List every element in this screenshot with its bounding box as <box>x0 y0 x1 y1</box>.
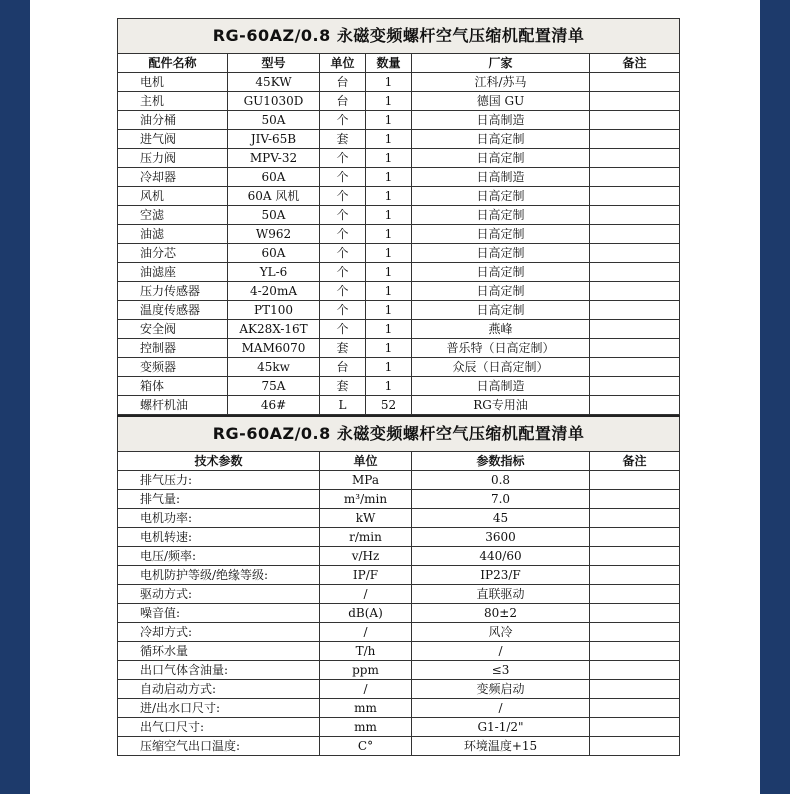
table-row <box>118 604 680 623</box>
table-cell: 出口气体含油量: <box>118 661 320 680</box>
table-cell: 油滤座 <box>118 263 228 282</box>
table-cell: MAM6070 <box>228 339 320 358</box>
table-cell <box>590 680 680 699</box>
table-cell: PT100 <box>228 301 320 320</box>
table-cell <box>590 320 680 339</box>
table-cell: 个 <box>320 282 366 301</box>
table-cell <box>590 623 680 642</box>
table-cell <box>590 244 680 263</box>
tech-title-row <box>118 416 680 452</box>
table-cell: 空滤 <box>118 206 228 225</box>
table-cell: 直联驱动 <box>412 585 590 604</box>
table-cell: / <box>320 623 412 642</box>
table-cell: 进气阀 <box>118 130 228 149</box>
column-header: 单位 <box>320 452 412 471</box>
table-cell: 控制器 <box>118 339 228 358</box>
table-cell: 个 <box>320 206 366 225</box>
table-cell: 1 <box>366 187 412 206</box>
tech-header-row <box>118 452 680 471</box>
table-cell: / <box>320 585 412 604</box>
table-cell <box>590 301 680 320</box>
table-cell <box>590 471 680 490</box>
table-cell: ≤3 <box>412 661 590 680</box>
config-table-title: RG-60AZ/0.8 永磁变频螺杆空气压缩机配置清单 <box>118 19 680 54</box>
table-row <box>118 282 680 301</box>
table-cell: 60A 风机 <box>228 187 320 206</box>
table-row <box>118 130 680 149</box>
table-cell: kW <box>320 509 412 528</box>
table-row <box>118 149 680 168</box>
table-cell: 1 <box>366 244 412 263</box>
table-cell: m³/min <box>320 490 412 509</box>
table-cell: 套 <box>320 377 366 396</box>
table-cell <box>590 168 680 187</box>
table-row <box>118 566 680 585</box>
table-cell: 自动启动方式: <box>118 680 320 699</box>
table-cell <box>590 661 680 680</box>
table-row <box>118 623 680 642</box>
table-cell <box>590 187 680 206</box>
table-cell <box>590 490 680 509</box>
table-cell: 日高定制 <box>412 301 590 320</box>
left-border-bar <box>0 0 30 794</box>
table-cell: JIV-65B <box>228 130 320 149</box>
table-cell: 日高定制 <box>412 206 590 225</box>
table-cell: YL-6 <box>228 263 320 282</box>
table-cell: 1 <box>366 168 412 187</box>
table-cell <box>590 642 680 661</box>
table-cell <box>590 528 680 547</box>
table-cell: 电机功率: <box>118 509 320 528</box>
table-cell: v/Hz <box>320 547 412 566</box>
table-cell: 日高定制 <box>412 263 590 282</box>
table-cell <box>590 604 680 623</box>
table-cell: 变频器 <box>118 358 228 377</box>
column-header: 厂家 <box>412 54 590 73</box>
table-cell: 80±2 <box>412 604 590 623</box>
table-row <box>118 168 680 187</box>
table-cell <box>590 547 680 566</box>
table-cell <box>590 396 680 415</box>
table-cell <box>590 206 680 225</box>
table-cell <box>590 585 680 604</box>
table-cell: 个 <box>320 301 366 320</box>
table-cell: 油分芯 <box>118 244 228 263</box>
column-header: 型号 <box>228 54 320 73</box>
table-cell: 风机 <box>118 187 228 206</box>
table-cell: 个 <box>320 244 366 263</box>
table-row <box>118 661 680 680</box>
table-cell: 1 <box>366 301 412 320</box>
table-cell: 电机转速: <box>118 528 320 547</box>
table-row <box>118 225 680 244</box>
tech-table <box>117 415 680 756</box>
table-cell: 排气量: <box>118 490 320 509</box>
table-cell: 1 <box>366 225 412 244</box>
table-cell: 电机防护等级/绝缘等级: <box>118 566 320 585</box>
table-row <box>118 547 680 566</box>
table-cell: MPa <box>320 471 412 490</box>
table-cell: 众辰（日高定制） <box>412 358 590 377</box>
table-cell: 45kw <box>228 358 320 377</box>
table-cell <box>590 718 680 737</box>
table-cell <box>590 149 680 168</box>
config-table <box>117 18 680 415</box>
right-border-bar <box>760 0 790 794</box>
table-cell: 压力阀 <box>118 149 228 168</box>
table-cell: ppm <box>320 661 412 680</box>
table-cell: 个 <box>320 168 366 187</box>
table-cell: 油滤 <box>118 225 228 244</box>
table-cell: 日高定制 <box>412 149 590 168</box>
table-cell: GU1030D <box>228 92 320 111</box>
table-cell: 压缩空气出口温度: <box>118 737 320 756</box>
table-cell: 日高定制 <box>412 225 590 244</box>
table-cell: IP23/F <box>412 566 590 585</box>
table-cell: 噪音值: <box>118 604 320 623</box>
table-cell <box>590 263 680 282</box>
table-cell <box>590 282 680 301</box>
table-cell: 环境温度+15 <box>412 737 590 756</box>
column-header: 备注 <box>590 452 680 471</box>
table-cell: 日高定制 <box>412 282 590 301</box>
table-row <box>118 377 680 396</box>
column-header: 配件名称 <box>118 54 228 73</box>
table-cell: 52 <box>366 396 412 415</box>
table-cell: 1 <box>366 92 412 111</box>
table-row <box>118 718 680 737</box>
table-cell: 个 <box>320 320 366 339</box>
table-cell: 1 <box>366 73 412 92</box>
table-row <box>118 92 680 111</box>
table-row <box>118 187 680 206</box>
table-row <box>118 396 680 415</box>
config-title-row <box>118 19 680 54</box>
table-cell: 45KW <box>228 73 320 92</box>
table-cell: 排气压力: <box>118 471 320 490</box>
table-cell: 油分桶 <box>118 111 228 130</box>
table-cell: mm <box>320 718 412 737</box>
table-cell: 1 <box>366 282 412 301</box>
table-row <box>118 699 680 718</box>
table-cell <box>590 699 680 718</box>
table-cell: 1 <box>366 111 412 130</box>
table-cell: L <box>320 396 366 415</box>
table-row <box>118 358 680 377</box>
table-cell: 变频启动 <box>412 680 590 699</box>
table-cell: 个 <box>320 111 366 130</box>
table-cell: 50A <box>228 111 320 130</box>
table-cell: 冷却方式: <box>118 623 320 642</box>
table-cell: 日高制造 <box>412 111 590 130</box>
table-cell: 个 <box>320 225 366 244</box>
table-cell: mm <box>320 699 412 718</box>
table-cell: 日高制造 <box>412 377 590 396</box>
table-cell <box>590 358 680 377</box>
table-cell: 温度传感器 <box>118 301 228 320</box>
table-cell: 个 <box>320 263 366 282</box>
table-cell: 个 <box>320 149 366 168</box>
table-row <box>118 737 680 756</box>
table-cell <box>590 111 680 130</box>
table-row <box>118 471 680 490</box>
table-row <box>118 320 680 339</box>
table-cell: 普乐特（日高定制） <box>412 339 590 358</box>
table-cell: 3600 <box>412 528 590 547</box>
table-cell <box>590 92 680 111</box>
table-cell: W962 <box>228 225 320 244</box>
table-cell: 440/60 <box>412 547 590 566</box>
table-cell: 燕峰 <box>412 320 590 339</box>
table-cell: 0.8 <box>412 471 590 490</box>
table-cell: 循环水量 <box>118 642 320 661</box>
table-row <box>118 244 680 263</box>
table-cell: 1 <box>366 358 412 377</box>
table-cell: 电机 <box>118 73 228 92</box>
table-cell: 冷却器 <box>118 168 228 187</box>
table-cell: 60A <box>228 244 320 263</box>
tech-table-body <box>118 471 680 756</box>
table-cell: MPV-32 <box>228 149 320 168</box>
table-cell: 台 <box>320 73 366 92</box>
table-cell: 45 <box>412 509 590 528</box>
table-cell: 台 <box>320 92 366 111</box>
table-row <box>118 73 680 92</box>
table-cell: RG专用油 <box>412 396 590 415</box>
table-cell: 出气口尺寸: <box>118 718 320 737</box>
table-cell: 日高定制 <box>412 244 590 263</box>
table-cell: C° <box>320 737 412 756</box>
table-cell: G1-1/2" <box>412 718 590 737</box>
table-cell: 4-20mA <box>228 282 320 301</box>
table-cell: 1 <box>366 320 412 339</box>
table-cell: 套 <box>320 130 366 149</box>
table-cell: 主机 <box>118 92 228 111</box>
table-cell: 1 <box>366 377 412 396</box>
table-cell: 压力传感器 <box>118 282 228 301</box>
table-cell: 1 <box>366 130 412 149</box>
table-row <box>118 339 680 358</box>
table-cell: AK28X-16T <box>228 320 320 339</box>
table-cell: 江科/苏马 <box>412 73 590 92</box>
column-header: 单位 <box>320 54 366 73</box>
table-row <box>118 263 680 282</box>
table-cell <box>590 377 680 396</box>
table-cell <box>590 737 680 756</box>
table-cell: / <box>412 699 590 718</box>
table-cell: / <box>412 642 590 661</box>
config-table-body <box>118 73 680 415</box>
table-cell: 箱体 <box>118 377 228 396</box>
table-cell <box>590 566 680 585</box>
table-cell: 46# <box>228 396 320 415</box>
table-cell <box>590 73 680 92</box>
table-cell: T/h <box>320 642 412 661</box>
table-cell: 1 <box>366 339 412 358</box>
tech-table-title: RG-60AZ/0.8 永磁变频螺杆空气压缩机配置清单 <box>118 416 680 452</box>
table-cell: 1 <box>366 206 412 225</box>
table-cell: r/min <box>320 528 412 547</box>
table-cell: 台 <box>320 358 366 377</box>
table-row <box>118 528 680 547</box>
table-cell <box>590 225 680 244</box>
table-row <box>118 585 680 604</box>
column-header: 备注 <box>590 54 680 73</box>
table-cell: 1 <box>366 263 412 282</box>
table-cell: IP/F <box>320 566 412 585</box>
table-cell: dB(A) <box>320 604 412 623</box>
table-cell <box>590 130 680 149</box>
table-cell: 日高制造 <box>412 168 590 187</box>
table-cell: 60A <box>228 168 320 187</box>
configuration-sheet <box>117 18 679 756</box>
column-header: 技术参数 <box>118 452 320 471</box>
table-cell: 电压/频率: <box>118 547 320 566</box>
table-cell <box>590 339 680 358</box>
table-cell: 套 <box>320 339 366 358</box>
column-header: 数量 <box>366 54 412 73</box>
table-cell: 50A <box>228 206 320 225</box>
table-cell: 个 <box>320 187 366 206</box>
table-cell: 驱动方式: <box>118 585 320 604</box>
table-cell: 螺杆机油 <box>118 396 228 415</box>
table-cell: / <box>320 680 412 699</box>
table-row <box>118 680 680 699</box>
table-cell: 7.0 <box>412 490 590 509</box>
table-cell <box>590 509 680 528</box>
table-row <box>118 206 680 225</box>
table-cell: 日高定制 <box>412 187 590 206</box>
config-header-row <box>118 54 680 73</box>
table-cell: 风冷 <box>412 623 590 642</box>
table-row <box>118 642 680 661</box>
table-cell: 日高定制 <box>412 130 590 149</box>
table-cell: 德国 GU <box>412 92 590 111</box>
table-cell: 进/出水口尺寸: <box>118 699 320 718</box>
table-cell: 75A <box>228 377 320 396</box>
table-row <box>118 111 680 130</box>
table-row <box>118 490 680 509</box>
table-cell: 1 <box>366 149 412 168</box>
table-row <box>118 301 680 320</box>
column-header: 参数指标 <box>412 452 590 471</box>
table-row <box>118 509 680 528</box>
table-cell: 安全阀 <box>118 320 228 339</box>
